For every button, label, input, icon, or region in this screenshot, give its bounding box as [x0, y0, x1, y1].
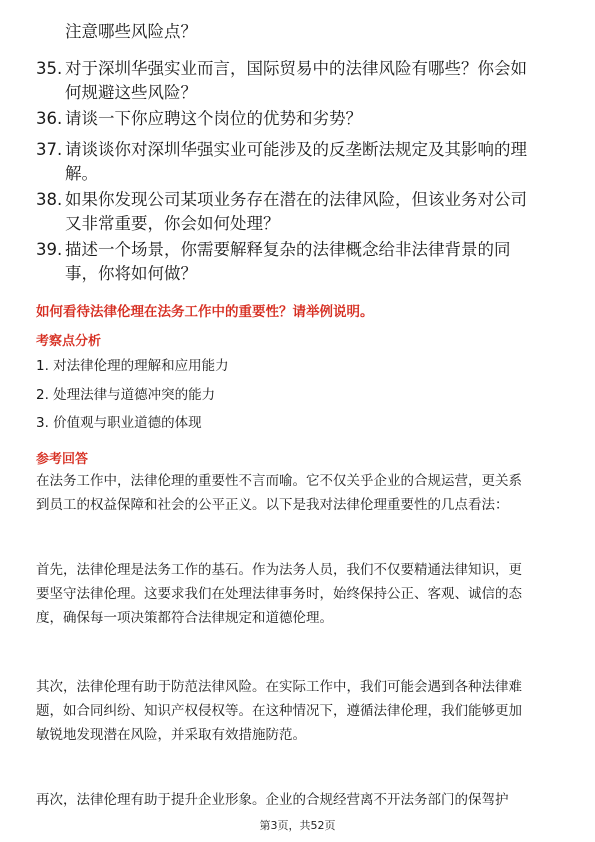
question-number: 36.: [36, 109, 63, 128]
paragraph-line: 敏锐地发现潜在风险，并采取有效措施防范。: [36, 727, 306, 743]
paragraph-line: 首先，法律伦理是法务工作的基石。作为法务人员，我们不仅要精通法律知识，更: [36, 562, 522, 578]
question-text-line: 描述一个场景，你需要解释复杂的法律概念给非法律背景的同: [65, 240, 511, 259]
paragraph-line: 题，如合同纠纷、知识产权侵权等。在这种情况下，遵循法律伦理，我们能够更加: [36, 703, 522, 719]
question-text-line: 如果你发现公司某项业务存在潜在的法律风险，但该业务对公司: [65, 190, 527, 209]
question-text-line: 对于深圳华强实业而言，国际贸易中的法律风险有哪些？你会如: [65, 59, 527, 78]
answer-paragraph: [36, 788, 561, 812]
question-number: 35.: [36, 59, 63, 78]
featured-question-title: 如何看待法律伦理在法务工作中的重要性？请举例说明。: [36, 304, 374, 320]
answer-paragraph: [36, 675, 561, 747]
paragraph-line: 在法务工作中，法律伦理的重要性不言而喻。它不仅关乎企业的合规运营，更关系: [36, 473, 522, 489]
paragraph-line: 到员工的权益保障和社会的公平正义。以下是我对法律伦理重要性的几点看法：: [36, 497, 509, 513]
question-continuation: 注意哪些风险点？: [65, 22, 197, 41]
page-footer: 第3页，共52页: [259, 819, 336, 832]
paragraph-line: 度，确保每一项决策都符合法律规定和道德伦理。: [36, 610, 333, 626]
analysis-item: 2. 处理法律与道德冲突的能力: [36, 387, 216, 403]
question-text-line: 请谈谈你对深圳华强实业可能涉及的反垄断法规定及其影响的理: [65, 140, 527, 159]
question-number: 38.: [36, 190, 63, 209]
paragraph-line: 再次，法律伦理有助于提升企业形象。企业的合规经营离不开法务部门的保驾护: [36, 792, 509, 808]
question-text-line: 解。: [65, 164, 98, 183]
question-text-line: 何规避这些风险？: [65, 83, 197, 102]
question-text-line: 请谈一下你应聘这个岗位的优势和劣势？: [65, 109, 362, 128]
answer-paragraph: [36, 558, 561, 630]
answer-heading: 参考回答: [36, 452, 89, 467]
paragraph-line: 其次，法律伦理有助于防范法律风险。在实际工作中，我们可能会遇到各种法律难: [36, 679, 522, 695]
analysis-item: 3. 价值观与职业道德的体现: [36, 415, 202, 431]
question-text-line: 又非常重要，你会如何处理？: [65, 214, 280, 233]
analysis-heading: 考察点分析: [36, 334, 102, 349]
question-number: 37.: [36, 140, 63, 159]
analysis-item: 1. 对法律伦理的理解和应用能力: [36, 358, 229, 374]
question-text-line: 事，你将如何做？: [65, 264, 197, 283]
question-number: 39.: [36, 240, 63, 259]
answer-paragraph: [36, 469, 561, 517]
paragraph-line: 要坚守法律伦理。这要求我们在处理法律事务时，始终保持公正、客观、诚信的态: [36, 586, 522, 602]
